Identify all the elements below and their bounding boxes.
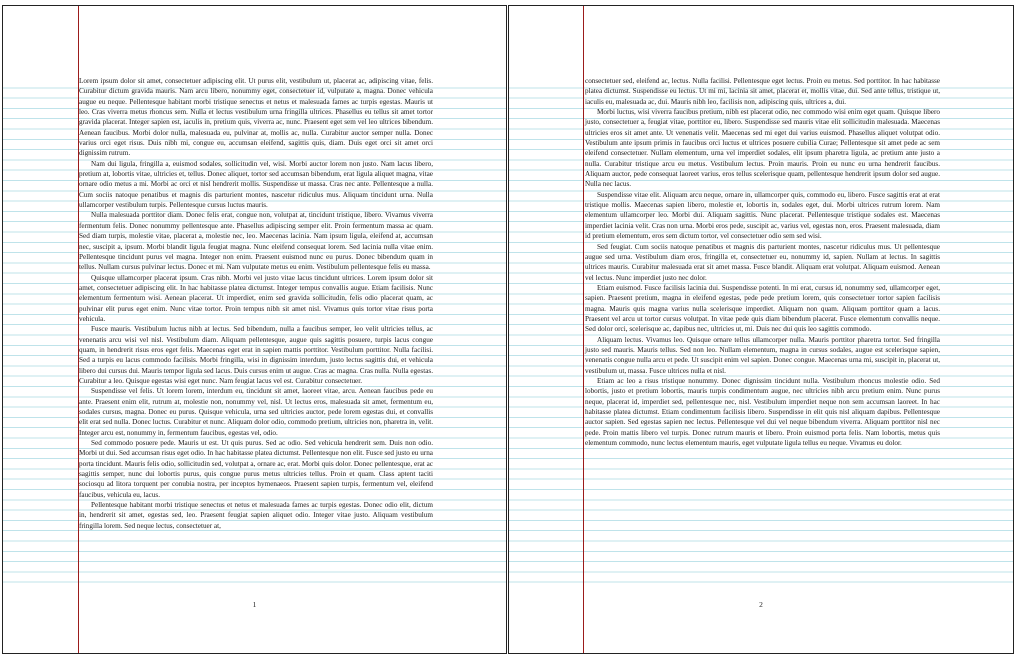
paragraph: Sed feugiat. Cum sociis natoque penatibus et magnis dis parturient montes, nascetur ridiculus mus. Ut pellentesque augue sed urna. Vestibulum diam eros, fringilla et, consectetuer eu, nonummy id, sapien. Nullam at lectus. In sagittis ultrices mauris. Curabitur malesuada erat sit amet massa. Fusce blandit. Aliquam erat volutpat. Aliquam euismod. Aenean vel lectus. Nunc imperdiet justo nec dolor. [585,242,940,282]
paragraph: Etiam euismod. Fusce facilisis lacinia dui. Suspendisse potenti. In mi erat, cursus id, nonummy sed, ullamcorper eget, sapien. Praesent pretium, magna in eleifend egestas, pede pede pretium lorem, quis consectetuer tortor sapien facilisis magna. Mauris quis magna varius nulla scelerisque imperdiet. Aliquam non quam. Aliquam porttitor quam a lacus. Praesent vel arcu ut tortor cursus volutpat. In vitae pede quis diam bibendum placerat. Fusce elementum convallis neque. Sed dolor orci, scelerisque ac, dapibus nec, ultricies ut, mi. Duis nec dui quis leo sagittis commodo. [585,283,940,334]
page-number: 1 [252,600,257,609]
paragraph: Quisque ullamcorper placerat ipsum. Cras nibh. Morbi vel justo vitae lacus tincidunt ultrices. Lorem ipsum dolor sit amet, consectetuer adipiscing elit. In hac habitasse platea dictumst. Integer tempus convallis augue. Etiam facilisis. Nunc elementum fermentum wisi. Aenean placerat. Ut imperdiet, enim sed gravida sollicitudin, felis odio placerat quam, ac pulvinar elit purus eget enim. Nunc vitae tortor. Proin tempus nibh sit amet nisl. Vivamus quis tortor vitae risus porta vehicula. [79,273,433,323]
paragraph: Morbi luctus, wisi viverra faucibus pretium, nibh est placerat odio, nec commodo wisi enim eget quam. Quisque libero justo, consectetuer a, feugiat vitae, porttitor eu, libero. Suspendisse sed mauris vitae elit sollicitudin malesuada. Maecenas ultricies eros sit amet ante. Ut venenatis velit. Maecenas sed mi eget dui varius euismod. Phasellus aliquet volutpat odio. Vestibulum ante ipsum primis in faucibus orci luctus et ultrices posuere cubilia Curae; Pellentesque sit amet pede ac sem eleifend consectetuer. Nullam elementum, urna vel imperdiet sodales, elit ipsum pharetra ligula, ac pretium ante justo a nulla. Curabitur tristique arcu eu metus. Vestibulum lectus. Proin mauris. Proin eu nunc eu urna hendrerit faucibus. Aliquam auctor, pede consequat laoreet varius, eros tellus scelerisque quam, pellentesque hendrerit ipsum dolor sed augue. Nulla nec lacus. [585,108,940,189]
paragraph: Fusce mauris. Vestibulum luctus nibh at lectus. Sed bibendum, nulla a faucibus semper, leo velit ultricies tellus, ac venenatis arcu wisi vel nisl. Vestibulum diam. Aliquam pellentesque, augue quis sagittis posuere, turpis lacus congue quam, in hendrerit risus eros eget felis. Maecenas eget erat in sapien mattis porttitor. Vestibulum porttitor. Nulla facilisi. Sed a turpis eu lacus commodo facilisis. Morbi fringilla, wisi in dignissim interdum, justo lectus sagittis dui, et vehicula libero dui cursus dui. Mauris tempor ligula sed lacus. Duis cursus enim ut augue. Cras ac magna. Cras nulla. Nulla egestas. Curabitur a leo. Quisque egestas wisi eget nunc. Nam feugiat lacus vel est. Curabitur consectetuer. [79,325,433,385]
page-number: 2 [759,600,763,609]
margin-rule [583,6,584,653]
paragraph: consectetuer sed, eleifend ac, lectus. Nulla facilisi. Pellentesque eget lectus. Proin eu metus. Sed porttitor. In hac habitasse platea dictumst. Suspendisse eu lectus. Ut mi mi, lacinia sit amet, placerat et, mollis vitae, dui. Sed ante tellus, tristique ut, iaculis eu, malesuada ac, dui. Mauris nibh leo, facilisis non, adipiscing quis, ultrices a, dui. [585,77,940,106]
paragraph: Nulla malesuada porttitor diam. Donec felis erat, congue non, volutpat at, tincidunt tristique, libero. Vivamus viverra fermentum felis. Donec nonummy pellentesque ante. Phasellus adipiscing semper elit. Proin fermentum massa ac quam. Sed diam turpis, molestie vitae, placerat a, molestie nec, leo. Maecenas lacinia. Nam ipsum ligula, eleifend at, accumsan nec, suscipit a, ipsum. Morbi blandit ligula feugiat magna. Nunc eleifend consequat lorem. Sed lacinia nulla vitae enim. Pellentesque tincidunt purus vel magna. Integer non enim. Praesent euismod nunc eu purus. Donec bibendum quam in tellus. Nullam cursus pulvinar lectus. Donec et mi. Nam vulputate metus eu enim. Vestibulum pellentesque felis eu massa. [79,211,433,272]
paragraph: Nam dui ligula, fringilla a, euismod sodales, sollicitudin vel, wisi. Morbi auctor lorem non justo. Nam lacus libero, pretium at, lobortis vitae, ultricies et, tellus. Donec aliquet, tortor sed accumsan bibendum, erat ligula aliquet magna, vitae ornare odio metus a mi. Morbi ac orci et nisl hendrerit mollis. Suspendisse ut massa. Cras nec ante. Pellentesque a nulla. Cum sociis natoque penatibus et magnis dis parturient montes, nascetur ridiculus mus. Aliquam tincidunt urna. Nulla ullamcorper vestibulum turpis. Pellentesque cursus luctus mauris. [79,159,433,210]
paragraph: Etiam ac leo a risus tristique nonummy. Donec dignissim tincidunt nulla. Vestibulum rhoncus molestie odio. Sed lobortis, justo et pretium lobortis, mauris turpis condimentum augue, nec ultricies nibh arcu pretium enim. Nunc purus neque, placerat id, imperdiet sed, pellentesque nec, nisl. Vestibulum imperdiet neque non sem accumsan laoreet. In hac habitasse platea dictumst. Etiam condimentum facilisis libero. Suspendisse in elit quis nisl aliquam dapibus. Pellentesque auctor sapien. Sed egestas sapien nec lectus. Pellentesque vel dui vel neque bibendum viverra. Aliquam porttitor nisl nec pede. Proin mattis libero vel turpis. Donec rutrum mauris et libero. Proin euismod porta felis. Nam lobortis, metus quis elementum commodo, nunc lectus elementum mauris, eget vulputate ligula tellus eu neque. Vivamus eu dolor. [585,376,940,448]
page-2 [508,5,1014,654]
paragraph: Suspendisse vitae elit. Aliquam arcu neque, ornare in, ullamcorper quis, commodo eu, libero. Fusce sagittis erat at erat tristique mollis. Maecenas sapien libero, molestie et, lobortis in, sodales eget, dui. Morbi ultrices rutrum lorem. Nam elementum ullamcorper leo. Morbi dui. Aliquam sagittis. Nunc placerat. Pellentesque tristique sodales est. Maecenas imperdiet lacinia velit. Cras non urna. Morbi eros pede, suscipit ac, varius vel, egestas non, eros. Praesent malesuada, diam id pretium elementum, eros sem dictum tortor, vel consectetuer odio sem sed wisi. [585,190,940,241]
paragraph: Pellentesque habitant morbi tristique senectus et netus et malesuada fames ac turpis egestas. Donec odio elit, dictum in, hendrerit sit amet, egestas sed, leo. Praesent feugiat sapien aliquet odio. Integer vitae justo. Aliquam vestibulum fringilla lorem. Sed neque lectus, consectetuer at, [79,501,433,530]
paragraph: Lorem ipsum dolor sit amet, consectetuer adipiscing elit. Ut purus elit, vestibulum ut, placerat ac, adipiscing vitae, felis. Curabitur dictum gravida mauris. Nam arcu libero, nonummy eget, consectetuer id, vulputate a, magna. Donec vehicula augue eu neque. Pellentesque habitant morbi tristique senectus et netus et malesuada fames ac turpis egestas. Mauris ut leo. Cras viverra metus rhoncus sem. Nulla et lectus vestibulum urna fringilla ultrices. Phasellus eu tellus sit amet tortor gravida placerat. Integer sapien est, iaculis in, pretium quis, viverra ac, nunc. Praesent eget sem vel leo ultrices bibendum. Aenean faucibus. Morbi dolor nulla, malesuada eu, pulvinar at, mollis ac, nulla. Curabitur auctor semper nulla. Donec varius orci eget risus. Duis nibh mi, congue eu, accumsan eleifend, sagittis quis, diam. Duis eget orci sit amet orci dignissim rutrum. [79,77,433,158]
text-body [585,76,940,448]
paragraph: Suspendisse vel felis. Ut lorem lorem, interdum eu, tincidunt sit amet, laoreet vitae, arcu. Aenean faucibus pede eu ante. Praesent enim elit, rutrum at, molestie non, nonummy vel, nisl. Ut lectus eros, malesuada sit amet, fermentum eu, sodales cursus, magna. Donec eu purus. Quisque vehicula, urna sed ultricies auctor, pede lorem egestas dui, et convallis elit erat sed nulla. Donec luctus. Curabitur et nunc. Aliquam dolor odio, commodo pretium, ultricies non, pharetra in, velit. Integer arcu est, nonummy in, fermentum faucibus, egestas vel, odio. [79,387,433,437]
paragraph: Aliquam lectus. Vivamus leo. Quisque ornare tellus ullamcorper nulla. Mauris porttitor pharetra tortor. Sed fringilla justo sed mauris. Mauris tellus. Sed non leo. Nullam elementum, magna in cursus sodales, augue est scelerisque sapien, venenatis congue nulla arcu et pede. Ut suscipit enim vel sapien. Donec congue. Maecenas urna mi, suscipit in, placerat ut, vestibulum ut, massa. Fusce ultrices nulla et nisl. [585,335,940,375]
page-1 [2,5,507,654]
paragraph: Sed commodo posuere pede. Mauris ut est. Ut quis purus. Sed ac odio. Sed vehicula hendrerit sem. Duis non odio. Morbi ut dui. Sed accumsan risus eget odio. In hac habitasse platea dictumst. Pellentesque non elit. Fusce sed justo eu urna porta tincidunt. Mauris felis odio, sollicitudin sed, volutpat a, ornare ac, erat. Morbi quis dolor. Donec pellentesque, erat ac sagittis semper, nunc dui lobortis purus, quis congue purus metus ultricies tellus. Proin et quam. Class aptent taciti sociosqu ad litora torquent per conubia nostra, per inceptos hymenaeos. Praesent sapien turpis, fermentum vel, eleifend faucibus, vehicula eu, lacus. [79,439,433,499]
text-body [79,76,433,531]
